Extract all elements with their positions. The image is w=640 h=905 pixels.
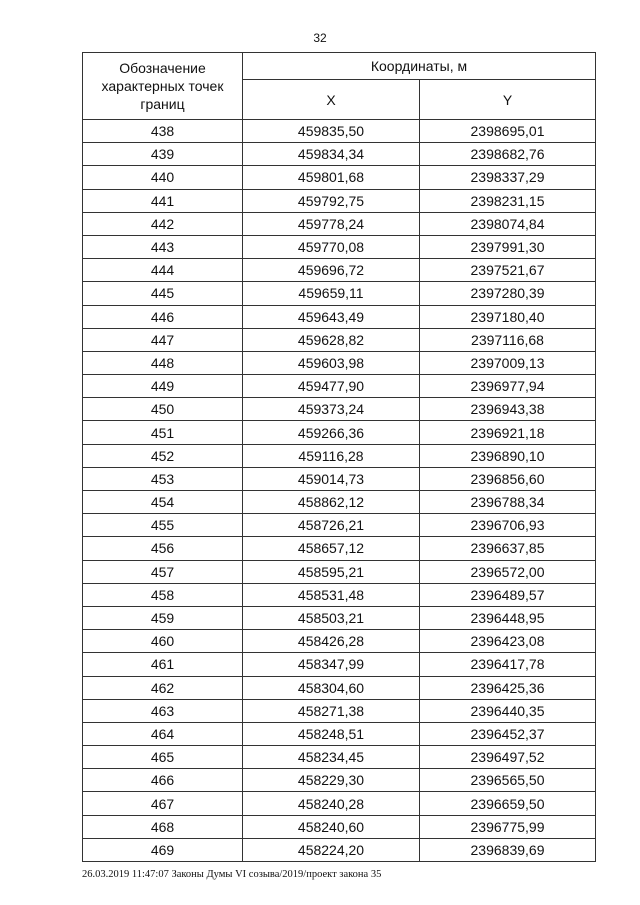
point-number-cell: 463 <box>83 699 243 722</box>
table-row <box>83 398 596 421</box>
x-coordinate-cell: 459778,24 <box>243 212 420 235</box>
table-row <box>83 630 596 653</box>
table-row <box>83 746 596 769</box>
point-number-cell: 454 <box>83 491 243 514</box>
x-coordinate-cell: 459792,75 <box>243 189 420 212</box>
x-coordinate-cell: 458304,60 <box>243 676 420 699</box>
x-coordinate-cell: 459643,49 <box>243 305 420 328</box>
x-coordinate-cell: 458657,12 <box>243 537 420 560</box>
y-coordinate-cell: 2397521,67 <box>420 259 596 282</box>
x-coordinate-cell: 459116,28 <box>243 444 420 467</box>
y-coordinate-cell: 2396440,35 <box>420 699 596 722</box>
x-coordinate-cell: 458229,30 <box>243 769 420 792</box>
x-coordinate-cell: 459373,24 <box>243 398 420 421</box>
point-number-cell: 441 <box>83 189 243 212</box>
table-row <box>83 120 596 143</box>
x-coordinate-cell: 459801,68 <box>243 166 420 189</box>
x-coordinate-cell: 458426,28 <box>243 630 420 653</box>
point-number-cell: 469 <box>83 838 243 861</box>
table-row <box>83 375 596 398</box>
y-coordinate-cell: 2397280,39 <box>420 282 596 305</box>
x-coordinate-cell: 458240,28 <box>243 792 420 815</box>
x-coordinate-cell: 459014,73 <box>243 467 420 490</box>
point-number-cell: 459 <box>83 606 243 629</box>
y-coordinate-cell: 2396659,50 <box>420 792 596 815</box>
table-row <box>83 815 596 838</box>
header-x: X <box>243 80 420 120</box>
table-row <box>83 328 596 351</box>
x-coordinate-cell: 459628,82 <box>243 328 420 351</box>
point-number-cell: 460 <box>83 630 243 653</box>
x-coordinate-cell: 459770,08 <box>243 235 420 258</box>
y-coordinate-cell: 2396425,36 <box>420 676 596 699</box>
point-number-cell: 438 <box>83 120 243 143</box>
x-coordinate-cell: 458234,45 <box>243 746 420 769</box>
table-row <box>83 444 596 467</box>
table-row <box>83 351 596 374</box>
point-number-cell: 451 <box>83 421 243 444</box>
point-number-cell: 468 <box>83 815 243 838</box>
x-coordinate-cell: 458224,20 <box>243 838 420 861</box>
table-row <box>83 467 596 490</box>
table-row <box>83 606 596 629</box>
point-number-cell: 456 <box>83 537 243 560</box>
point-number-cell: 446 <box>83 305 243 328</box>
point-number-cell: 443 <box>83 235 243 258</box>
table-row <box>83 189 596 212</box>
table-row <box>83 583 596 606</box>
table-row <box>83 421 596 444</box>
point-number-cell: 453 <box>83 467 243 490</box>
table-row <box>83 769 596 792</box>
coordinates-table <box>82 52 596 862</box>
point-number-cell: 445 <box>83 282 243 305</box>
table-row <box>83 560 596 583</box>
point-number-cell: 465 <box>83 746 243 769</box>
table-row <box>83 792 596 815</box>
point-number-cell: 457 <box>83 560 243 583</box>
point-number-cell: 442 <box>83 212 243 235</box>
y-coordinate-cell: 2396452,37 <box>420 722 596 745</box>
point-number-cell: 447 <box>83 328 243 351</box>
x-coordinate-cell: 458271,38 <box>243 699 420 722</box>
y-coordinate-cell: 2398074,84 <box>420 212 596 235</box>
y-coordinate-cell: 2397991,30 <box>420 235 596 258</box>
x-coordinate-cell: 458503,21 <box>243 606 420 629</box>
x-coordinate-cell: 459659,11 <box>243 282 420 305</box>
y-coordinate-cell: 2396423,08 <box>420 630 596 653</box>
table-row <box>83 722 596 745</box>
table-row <box>83 676 596 699</box>
y-coordinate-cell: 2396921,18 <box>420 421 596 444</box>
point-number-cell: 452 <box>83 444 243 467</box>
y-coordinate-cell: 2396977,94 <box>420 375 596 398</box>
x-coordinate-cell: 459603,98 <box>243 351 420 374</box>
header-coordinates: Координаты, м <box>243 53 596 80</box>
x-coordinate-cell: 458726,21 <box>243 514 420 537</box>
x-coordinate-cell: 459266,36 <box>243 421 420 444</box>
point-number-cell: 466 <box>83 769 243 792</box>
point-number-cell: 461 <box>83 653 243 676</box>
x-coordinate-cell: 458347,99 <box>243 653 420 676</box>
y-coordinate-cell: 2398231,15 <box>420 189 596 212</box>
x-coordinate-cell: 459835,50 <box>243 120 420 143</box>
x-coordinate-cell: 459477,90 <box>243 375 420 398</box>
y-coordinate-cell: 2396448,95 <box>420 606 596 629</box>
x-coordinate-cell: 458248,51 <box>243 722 420 745</box>
y-coordinate-cell: 2397009,13 <box>420 351 596 374</box>
y-coordinate-cell: 2396497,52 <box>420 746 596 769</box>
footer-note: 26.03.2019 11:47:07 Законы Думы VI созыва/2019/проект закона 35 <box>82 869 382 880</box>
page-number: 32 <box>313 31 327 45</box>
point-number-cell: 448 <box>83 351 243 374</box>
point-number-cell: 455 <box>83 514 243 537</box>
table-row <box>83 235 596 258</box>
table-body <box>83 120 596 862</box>
table-row <box>83 537 596 560</box>
point-number-cell: 440 <box>83 166 243 189</box>
y-coordinate-cell: 2397180,40 <box>420 305 596 328</box>
y-coordinate-cell: 2396856,60 <box>420 467 596 490</box>
table-row <box>83 212 596 235</box>
point-number-cell: 458 <box>83 583 243 606</box>
table-row <box>83 166 596 189</box>
x-coordinate-cell: 458531,48 <box>243 583 420 606</box>
y-coordinate-cell: 2398682,76 <box>420 143 596 166</box>
y-coordinate-cell: 2396489,57 <box>420 583 596 606</box>
y-coordinate-cell: 2396890,10 <box>420 444 596 467</box>
point-number-cell: 464 <box>83 722 243 745</box>
y-coordinate-cell: 2396943,38 <box>420 398 596 421</box>
table-row <box>83 699 596 722</box>
table-row <box>83 305 596 328</box>
y-coordinate-cell: 2396775,99 <box>420 815 596 838</box>
table-row <box>83 653 596 676</box>
point-number-cell: 450 <box>83 398 243 421</box>
y-coordinate-cell: 2396572,00 <box>420 560 596 583</box>
y-coordinate-cell: 2396839,69 <box>420 838 596 861</box>
header-y: Y <box>420 80 596 120</box>
table-row <box>83 282 596 305</box>
y-coordinate-cell: 2396565,50 <box>420 769 596 792</box>
table-row <box>83 838 596 861</box>
point-number-cell: 449 <box>83 375 243 398</box>
y-coordinate-cell: 2396788,34 <box>420 491 596 514</box>
y-coordinate-cell: 2397116,68 <box>420 328 596 351</box>
table-row <box>83 491 596 514</box>
y-coordinate-cell: 2396706,93 <box>420 514 596 537</box>
x-coordinate-cell: 458862,12 <box>243 491 420 514</box>
y-coordinate-cell: 2398695,01 <box>420 120 596 143</box>
y-coordinate-cell: 2396417,78 <box>420 653 596 676</box>
x-coordinate-cell: 459696,72 <box>243 259 420 282</box>
table-row <box>83 143 596 166</box>
table-row <box>83 259 596 282</box>
point-number-cell: 439 <box>83 143 243 166</box>
x-coordinate-cell: 458595,21 <box>243 560 420 583</box>
x-coordinate-cell: 459834,34 <box>243 143 420 166</box>
y-coordinate-cell: 2398337,29 <box>420 166 596 189</box>
point-number-cell: 462 <box>83 676 243 699</box>
y-coordinate-cell: 2396637,85 <box>420 537 596 560</box>
x-coordinate-cell: 458240,60 <box>243 815 420 838</box>
header-point-designation: Обозначение характерных точек границ <box>83 53 243 120</box>
point-number-cell: 444 <box>83 259 243 282</box>
point-number-cell: 467 <box>83 792 243 815</box>
table-row <box>83 514 596 537</box>
